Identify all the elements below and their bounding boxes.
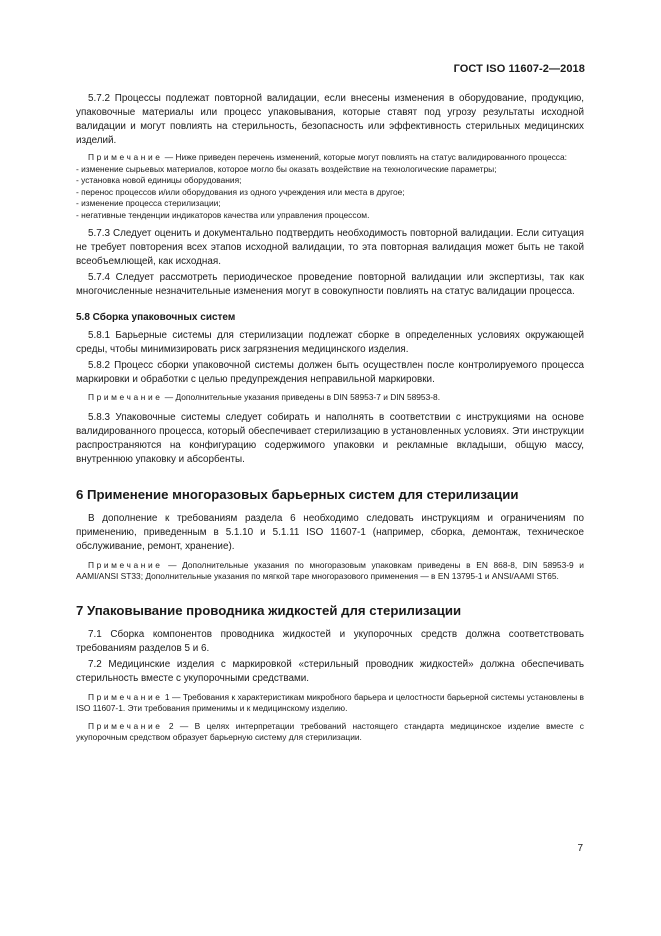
paragraph-5-7-2: [76, 92, 584, 148]
section-5-8-heading: 5.8 Сборка упаковочных систем: [76, 312, 236, 323]
paragraph-5-8-2: 5.8.2 Процесс сборки упаковочной системы должен быть осуществлен после контролируемого процесса маркировки и обработки с целью предупреждения неправильной маркировки.: [76, 360, 584, 385]
note-6: [76, 560, 584, 583]
list-item: - перенос процессов и/или оборудования из одного учреждения или места в другое;: [76, 186, 405, 197]
paragraph-7-2: 7.2 Медицинские изделия с маркировкой «стерильный проводник жидкостей» должна обеспечивать стерильность вместе с укупорочными средствами.: [76, 658, 584, 684]
note-label: Примечание: [88, 691, 163, 702]
note-text: — Дополнительные указания по многоразовым упаковкам приведены в EN 868-8, DIN 58953-9 и AAMI/ANSI ST33; Дополнительные указания по мягкой таре многоразового применения — в EN 13795-1 и ANSI/AAMI ST65.: [76, 559, 584, 581]
note-changes: [76, 152, 584, 221]
paragraph-5-8-1: 5.8.1 Барьерные системы для стерилизации подлежат сборке в определенных условиях окружающей среды, чтобы минимизировать риск загрязнения медицинского изделия.: [76, 330, 584, 355]
note-label: Примечание: [88, 152, 163, 162]
paragraph-5-7-2-text: 5.7.2 Процессы подлежат повторной валидации, если внесены изменения в оборудование, продукцию, упаковочные материалы или процесс упаковывания, которые ставят под угрозу результаты исходной валидации и могут повлиять на стерильность, безопасность или эффективность стерильных медицинских изделий.: [76, 93, 584, 146]
note-label: Примечание: [88, 720, 163, 731]
note-text: 1 — Требования к характеристикам микробного барьера и целостности барьерной системы установлены в ISO 11607-1. Эти требования применимы и к медицинскому изделию.: [76, 691, 584, 713]
note-text: — Дополнительные указания приведены в DIN 58953-7 и DIN 58953-8.: [162, 392, 441, 402]
page-number: 7: [577, 843, 583, 854]
page-content: [76, 92, 584, 744]
list-item: - негативные тенденции индикаторов качества или управления процессом.: [76, 209, 370, 220]
paragraph-5-7-4: 5.7.4 Следует рассмотреть периодическое проведение повторной валидации или экспертизы, так как многочисленные незначительные изменения могут в совокупности повлиять на статус валидации процесса.: [76, 272, 584, 297]
changes-list: [76, 164, 584, 222]
note-label: Примечание: [88, 392, 163, 402]
paragraph-7-1: 7.1 Сборка компонентов проводника жидкостей и укупорочных средств должна соответствовать требованиям разделов 5 и 6.: [76, 628, 584, 654]
note-label: Примечание: [88, 559, 163, 570]
section-6-heading: 6 Применение многоразовых барьерных систем для стерилизации: [76, 486, 519, 502]
note-7-1: [76, 692, 584, 715]
section-7-heading: 7 Упаковывание проводника жидкостей для стерилизации: [76, 602, 462, 618]
list-item: - изменение сырьевых материалов, которое могло бы оказать воздействие на технологические параметры;: [76, 163, 497, 174]
note-text: 2 — В целях интерпретации требований настоящего стандарта медицинское изделие вместе с укупорочным средством образует барьерную систему для стерилизации.: [76, 720, 584, 742]
note-changes-intro: [76, 152, 584, 164]
note-7-2: [76, 721, 584, 744]
document-header: ГОСТ ISO 11607-2—2018: [453, 63, 585, 75]
paragraph-5-7-3: 5.7.3 Следует оценить и документально подтвердить необходимость повторной валидации. Если ситуация не требует повторения всех этапов исходной валидации, то эта повторная валидация может быть не такой всеобъемлющей, как исходная.: [76, 228, 584, 267]
list-item: - установка новой единицы оборудования;: [76, 175, 242, 185]
note-5-8: [76, 392, 584, 404]
note-text: — Ниже приведен перечень изменений, которые могут повлиять на статус валидированного процесса:: [162, 152, 567, 162]
paragraph-6: В дополнение к требованиям раздела 6 необходимо следовать инструкциям и ограничениям по применению, приведенным в 5.1.10 и 5.1.11 ISO 11607-1 (например, сборка, демонтаж, техническое обслуживание, ремонт, хранение).: [76, 512, 584, 552]
list-item: - изменение процесса стерилизации;: [76, 198, 221, 208]
paragraph-5-8-3: 5.8.3 Упаковочные системы следует собирать и наполнять в соответствии с инструкциями на основе валидированного процесса, который обеспечивает стерилизацию в установленных условиях. Эти инструкции распространяются на конфигурацию содержимого упаковки и рекламные вкладыши, общую массу, внутреннюю упаковку и абсорбенты.: [76, 411, 584, 465]
